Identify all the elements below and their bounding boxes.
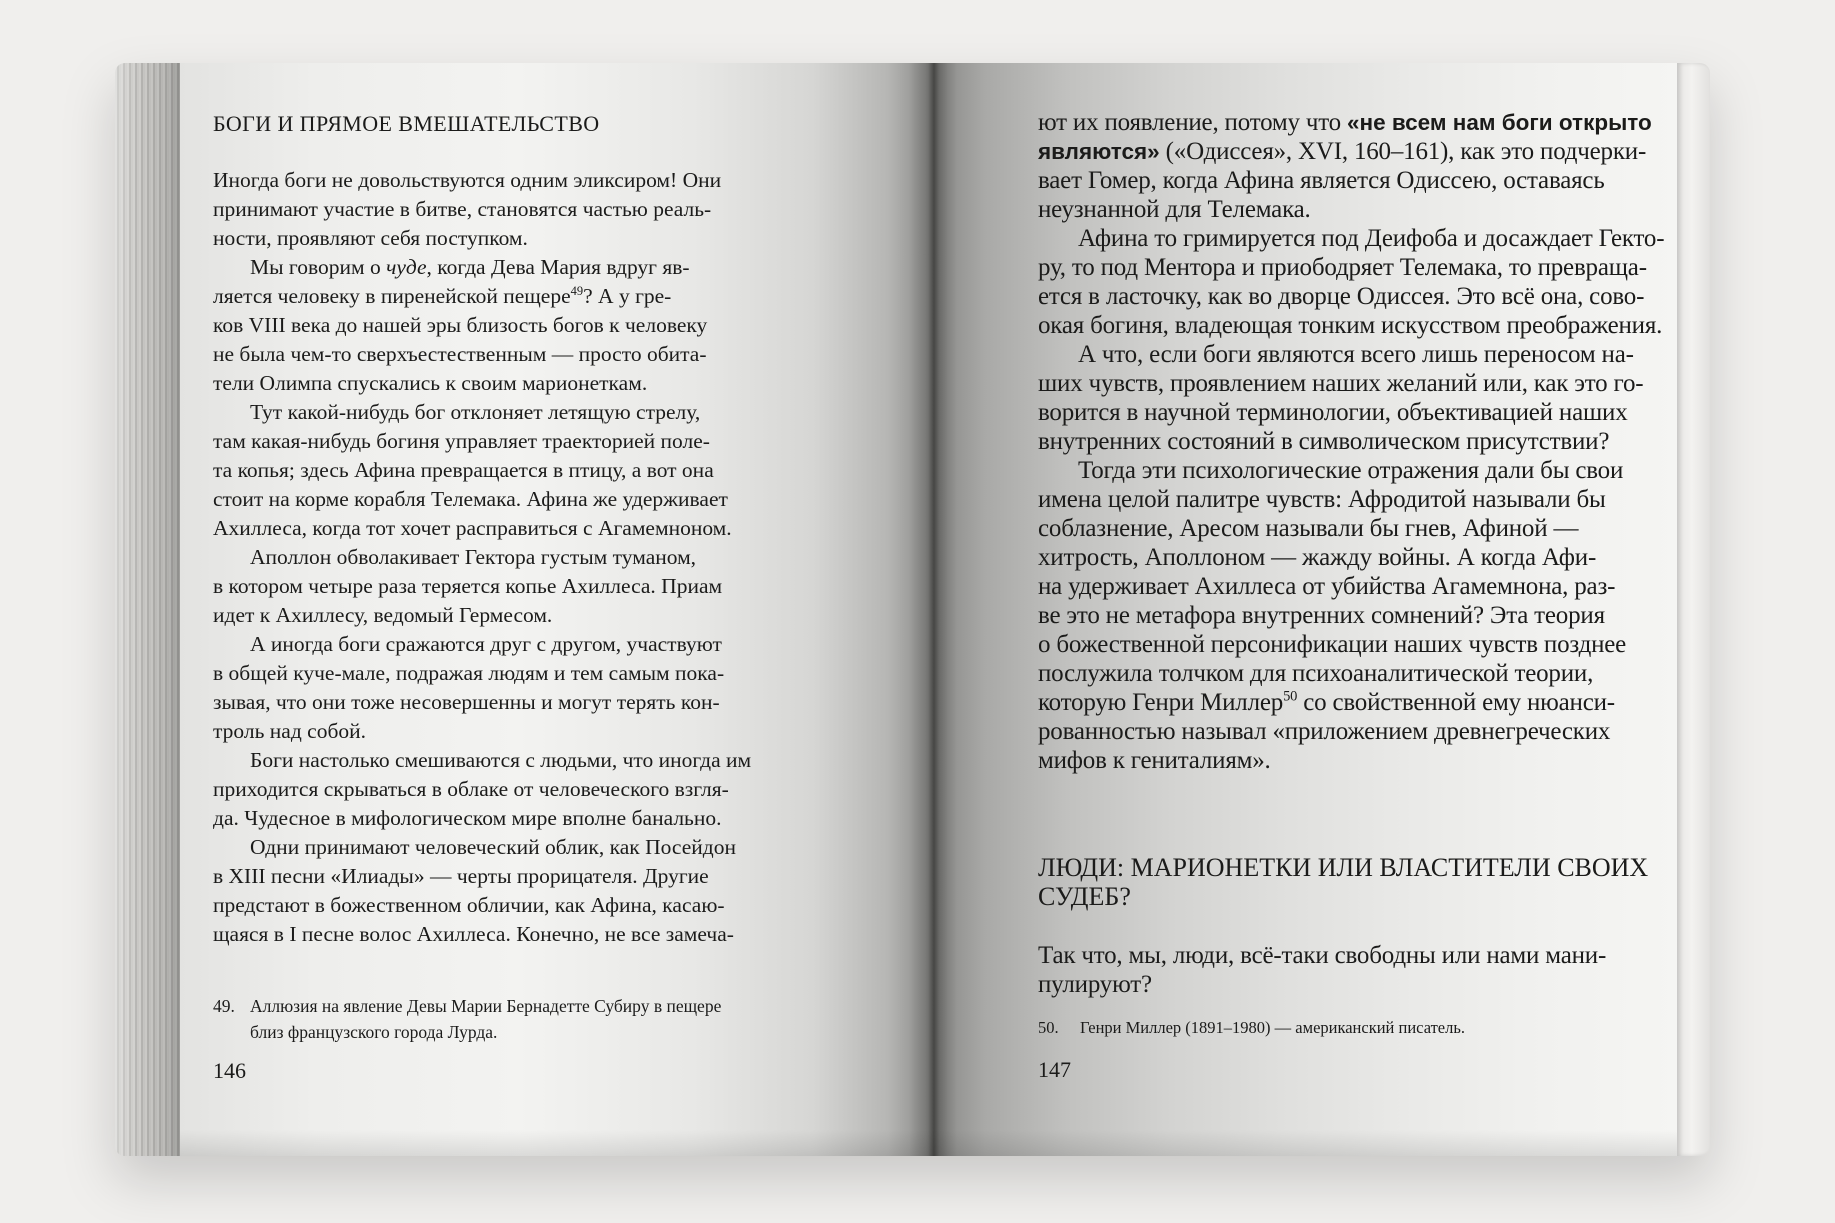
right-page xyxy=(933,63,1677,1156)
right-page-body xyxy=(1038,108,1664,775)
left-page-edge-stack xyxy=(115,63,180,1156)
left-page xyxy=(180,63,933,1156)
paragraph: Мы говорим о чуде, когда Дева Мария вдруг яв- ляется человеку в пиренейской пещере$^{49}$? А у гре- ков VIII века до нашей эры близость богов к человеку не была чем-то сверхъестественным — просто обита- тели Олимпа спускались к своим марионеткам. xyxy=(213,255,708,395)
footnote-number: 49. xyxy=(213,996,235,1016)
footnote-text: Аллюзия на явление Девы Марии Бернадетте Субиру в пещере близ французского города Лурда. xyxy=(250,996,722,1042)
paragraph: Одни принимают человеческий облик, как Посейдон в XIII песни «Илиады» — черты прорицателя. Другие предстают в божественном обличии, как Афина, касаю- щаяся в I песне волос Ахиллеса. Конечно, не все замеча- xyxy=(213,835,736,946)
paragraph: ют их появление, потому что «не всем нам боги открыто являются» («Одиссея», XVI, 160–161), как это подчерки- вает Гомер, когда Афина является Одиссею, оставаясь неузнанной для Телемака. xyxy=(1038,109,1652,223)
right-page-body-bottom xyxy=(1038,941,1606,999)
paragraph: Так что, мы, люди, всё-таки свободны или нами мани- пулируют? xyxy=(1038,942,1607,998)
paragraph: Аполлон обволакивает Гектора густым туманом, в котором четыре раза теряется копье Ахиллеса. Приам идет к Ахиллесу, ведомый Гермесом. xyxy=(213,545,723,627)
open-book xyxy=(115,63,1710,1156)
running-header: БОГИ И ПРЯМОЕ ВМЕШАТЕЛЬСТВО xyxy=(213,111,600,136)
paragraph: Тут какой-нибудь бог отклоняет летящую стрелу, там какая-нибудь богиня управляет траекторией поле- та копья; здесь Афина превращается в птицу, а вот она стоит на корме корабля Телемака. Афина же удерживает Ахиллеса, когда тот хочет расправиться с Агамемноном. xyxy=(213,400,732,540)
paragraph: Боги настолько смешиваются с людьми, что иногда им приходится скрываться в облаке от человеческого взгля- да. Чудесное в мифологическом мире вполне банально. xyxy=(213,748,752,830)
left-page-body xyxy=(213,166,751,949)
right-page-bottom-shadow xyxy=(933,1130,1677,1156)
paragraph: А иногда боги сражаются друг с другом, участвуют в общей куче-мале, подражая людям и тем самым пока- зывая, что они тоже несовершенны и могут терять кон- троль над собой. xyxy=(213,632,725,743)
section-heading: ЛЮДИ: МАРИОНЕТКИ ИЛИ ВЛАСТИТЕЛИ СВОИХ СУДЕБ? xyxy=(1038,853,1649,911)
right-page-number: 147 xyxy=(1038,1057,1071,1082)
footnote-number: 50. xyxy=(1038,1018,1059,1037)
paragraph: Афина то гримируется под Деифоба и досаждает Гекто- ру, то под Ментора и приободряет Телемака, то превраща- ется в ласточку, как во дворце Одиссея. Это всё она, сово- окая богиня, владеющая тонким искусством преображения. xyxy=(1038,225,1665,339)
paragraph: Тогда эти психологические отражения дали бы свои имена целой палитре чувств: Афродитой называли бы соблазнение, Аресом называли бы гнев, Афиной — хитрость, Аполлоном — жажду войны. А когда Афи- на удерживает Ахиллеса от убийства Агамемнона, раз- ве это не метафора внутренних сомнений? Эта теория о божественной персонификации наших чувств позднее послужила толчком для психоаналитической теории, которую Генри Миллер$^{50}$ со свойственной ему нюанси- рованностью называл «приложением древнегреческих мифов к гениталиям». xyxy=(1038,457,1627,774)
footnote-49 xyxy=(213,993,721,1045)
paragraph: А что, если боги являются всего лишь переносом на- ших чувств, проявлением наших желаний или, как это го- ворится в научной терминологии, объективацией наших внутренних состояний в символическом присутствии? xyxy=(1038,341,1644,455)
footnote-50 xyxy=(1038,1016,1465,1040)
left-page-number: 146 xyxy=(213,1058,246,1083)
footnote-text: Генри Миллер (1891–1980) — американский писатель. xyxy=(1080,1018,1466,1037)
paragraph: Иногда боги не довольствуются одним эликсиром! Они принимают участие в битве, становятся частью реаль- ности, проявляют себя поступком. xyxy=(213,168,722,250)
right-page-edge-stack xyxy=(1677,63,1710,1156)
left-page-bottom-shadow xyxy=(180,1130,933,1156)
